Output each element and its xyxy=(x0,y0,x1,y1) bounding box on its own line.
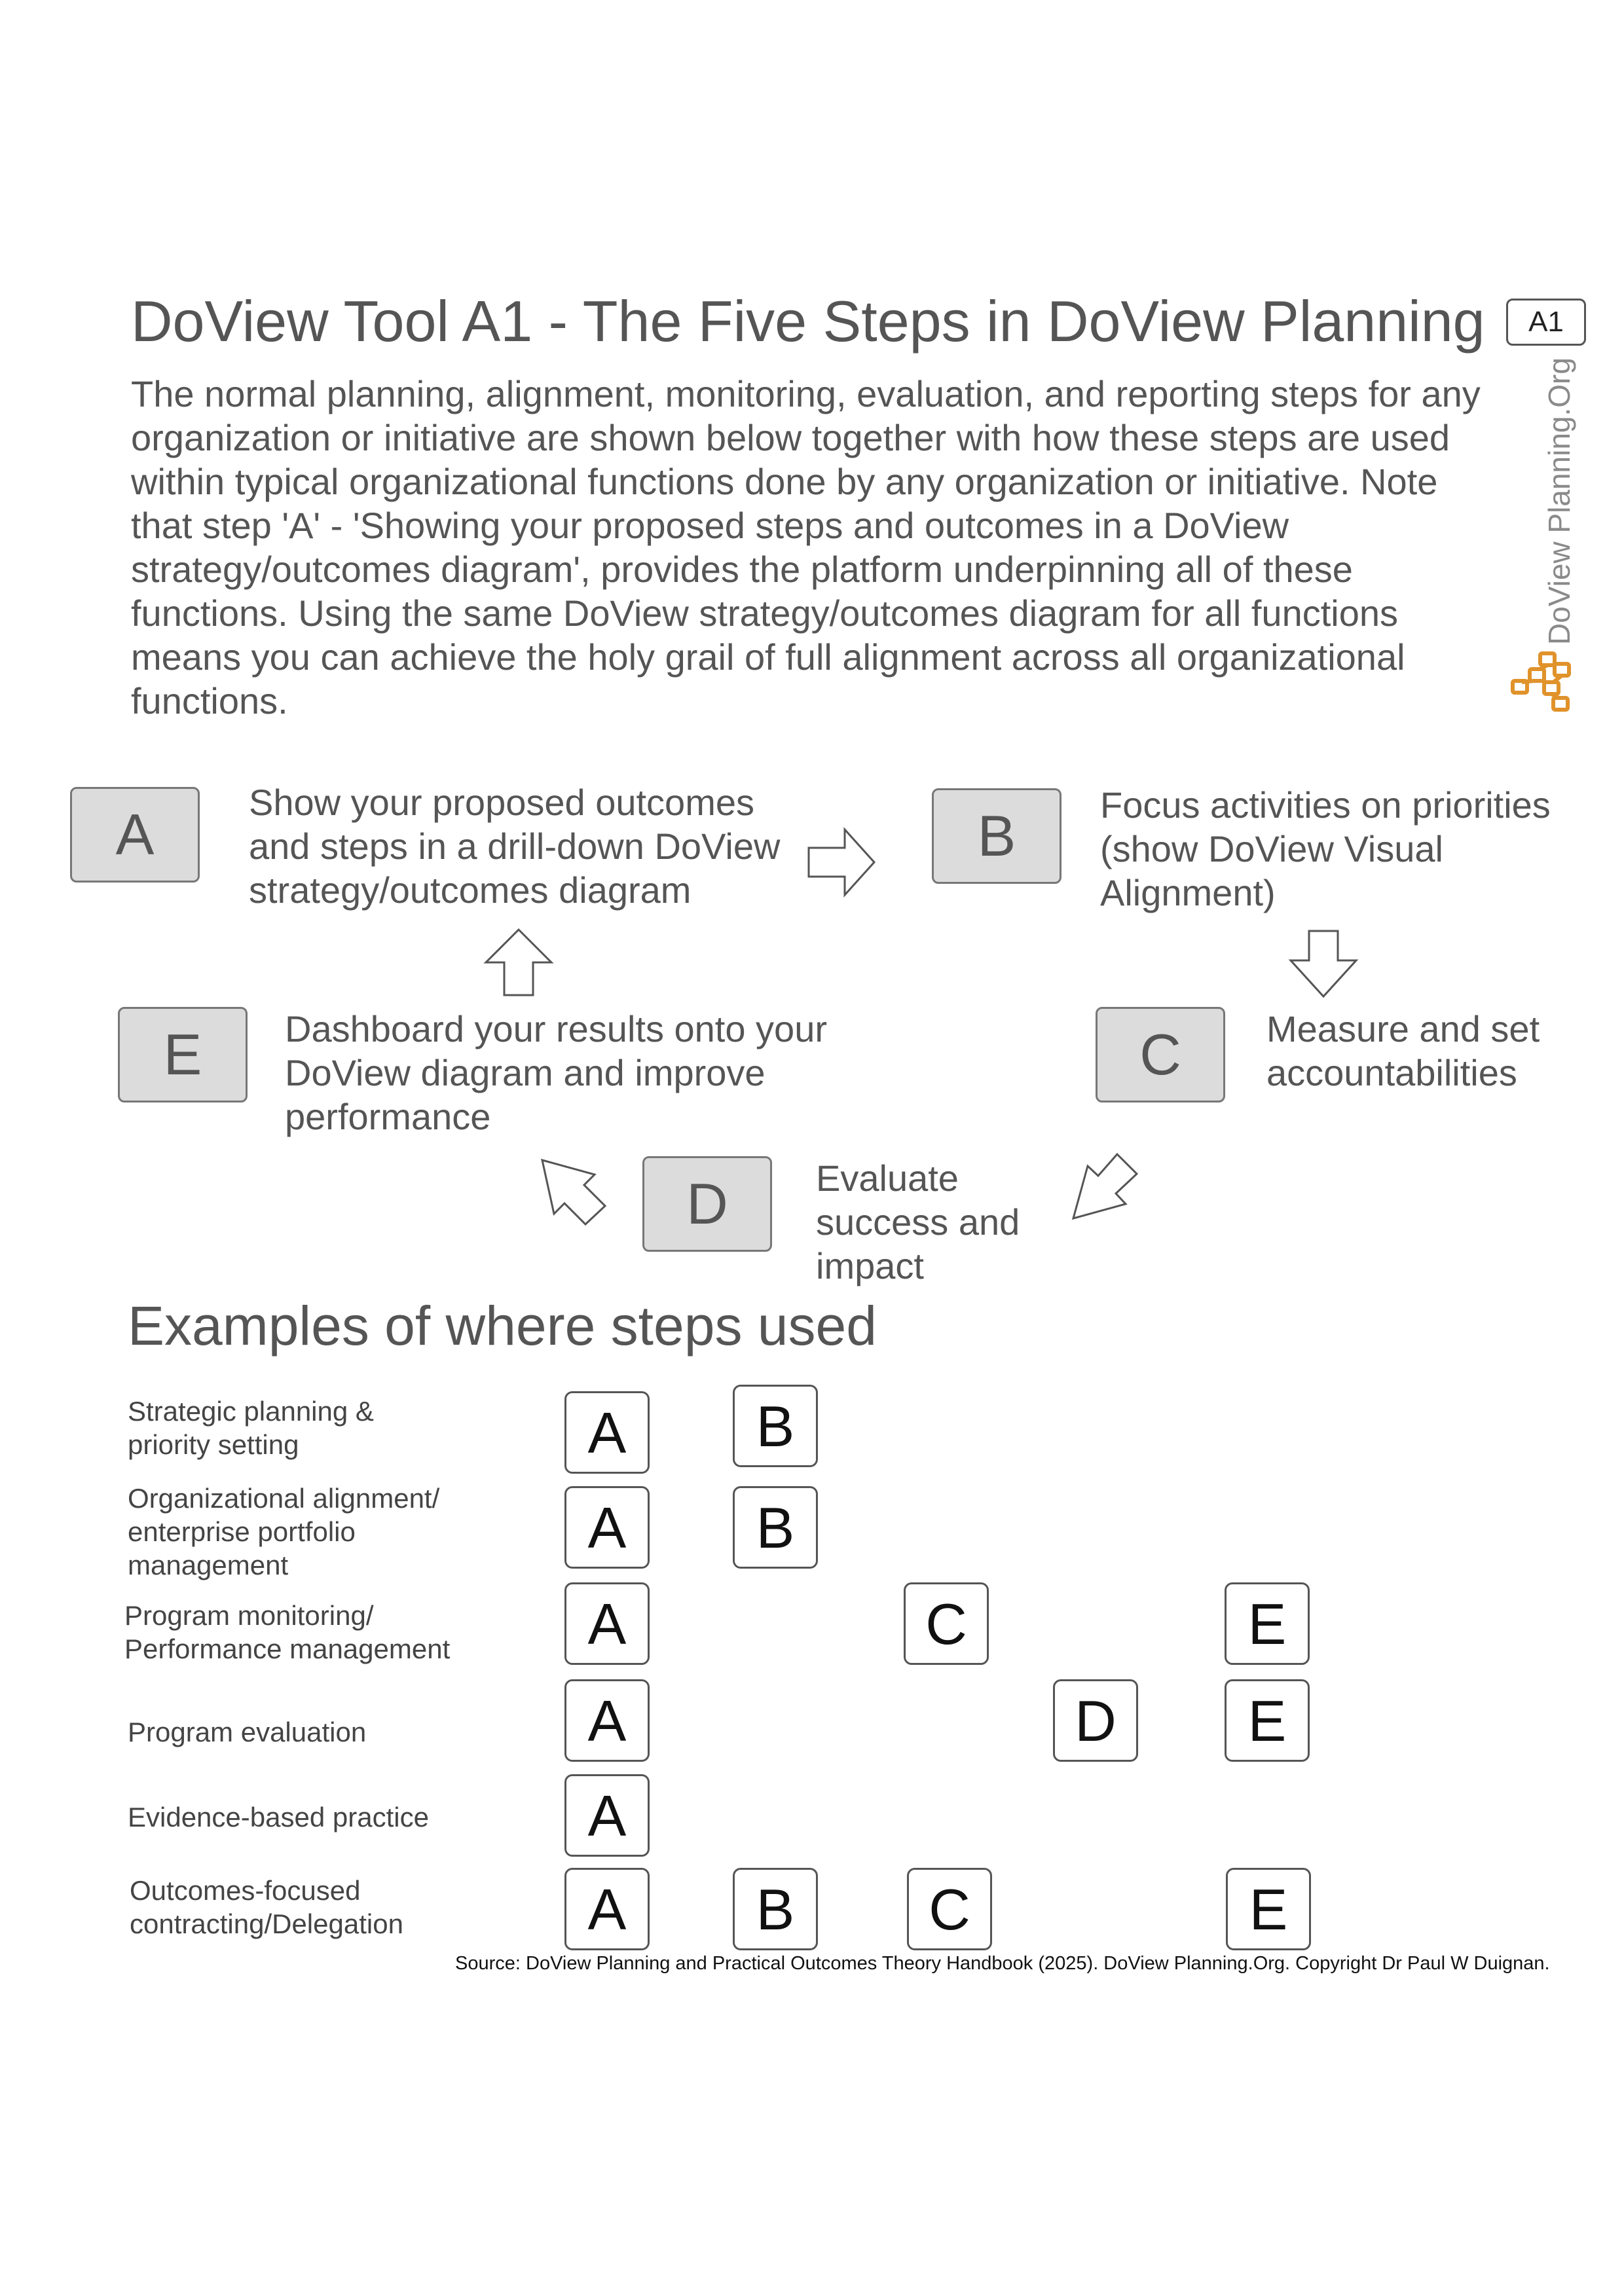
step-c-box: C xyxy=(1096,1007,1225,1102)
row5-letter-a: A xyxy=(564,1774,650,1857)
step-a-text: Show your proposed outcomes and steps in a drill-down DoView strategy/outcomes diagram xyxy=(249,782,781,911)
row-label-outcomes-contracting: Outcomes-focused contracting/Delegation xyxy=(130,1875,403,1939)
row6-letter-e: E xyxy=(1226,1868,1311,1950)
arrow-d-to-e-icon xyxy=(538,1156,610,1228)
row6-letter-c: C xyxy=(907,1868,992,1950)
row4-letter-a: A xyxy=(564,1679,650,1762)
page-title: DoView Tool A1 - The Five Steps in DoView Planning xyxy=(131,289,1485,354)
row-label-program-evaluation: Program evaluation xyxy=(128,1717,367,1747)
step-d-box: D xyxy=(642,1156,772,1252)
row1-letter-b: B xyxy=(733,1385,818,1467)
row2-letter-a: A xyxy=(564,1486,650,1569)
step-b-text: Focus activities on priorities (show DoView Visual Alignment) xyxy=(1100,784,1551,913)
step-d-text: Evaluate success and impact xyxy=(816,1157,1020,1286)
row2-letter-b: B xyxy=(733,1486,818,1569)
row1-letter-a: A xyxy=(564,1391,650,1474)
row4-letter-e: E xyxy=(1225,1679,1310,1762)
row-label-organizational-alignment: Organizational alignment/ enterprise portfolio management xyxy=(128,1483,440,1580)
arrow-a-to-b-icon xyxy=(805,826,877,898)
row3-letter-a: A xyxy=(564,1582,650,1665)
doview-logo-icon xyxy=(1507,649,1593,715)
intro-paragraph: The normal planning, alignment, monitoring, evaluation, and reporting steps for any organization or initiative are shown below together with how these steps are used within typical organizational functions done by any organization or initiative. Note that step 'A' - 'Showing your proposed steps and outcomes in a DoView strategy/outcomes diagram', provides the platform underpinning all of these functions. Using the same DoView strategy/outcomes diagram for all functions means you can achieve the holy grail of full alignment across all organizational functions. xyxy=(131,373,1481,721)
step-c-text: Measure and set accountabilities xyxy=(1266,1008,1540,1093)
row-label-evidence-based-practice: Evidence-based practice xyxy=(128,1802,429,1832)
row6-letter-b: B xyxy=(733,1868,818,1950)
step-e-box: E xyxy=(118,1007,248,1102)
arrow-e-to-a-icon xyxy=(483,926,555,998)
row6-letter-a: A xyxy=(564,1868,650,1950)
side-brand-text: DoView Planning.Org xyxy=(1542,357,1576,645)
arrow-c-to-d-icon xyxy=(1069,1150,1141,1222)
step-e-text: Dashboard your results onto your DoView diagram and improve performance xyxy=(285,1008,827,1137)
arrow-b-to-c-icon xyxy=(1287,928,1359,1000)
examples-title: Examples of where steps used xyxy=(128,1295,877,1357)
step-b-box: B xyxy=(932,788,1061,884)
tool-tag: A1 xyxy=(1506,299,1586,346)
row-label-program-monitoring: Program monitoring/ Performance management xyxy=(124,1600,451,1664)
step-a-box: A xyxy=(70,787,200,883)
row3-letter-c: C xyxy=(904,1582,989,1665)
source-citation: Source: DoView Planning and Practical Outcomes Theory Handbook (2025). DoView Planning.Org. Copyright Dr Paul W Duignan. xyxy=(455,1953,1550,1974)
row-label-strategic-planning: Strategic planning & priority setting xyxy=(128,1396,374,1460)
row4-letter-d: D xyxy=(1053,1679,1138,1762)
row3-letter-e: E xyxy=(1225,1582,1310,1665)
